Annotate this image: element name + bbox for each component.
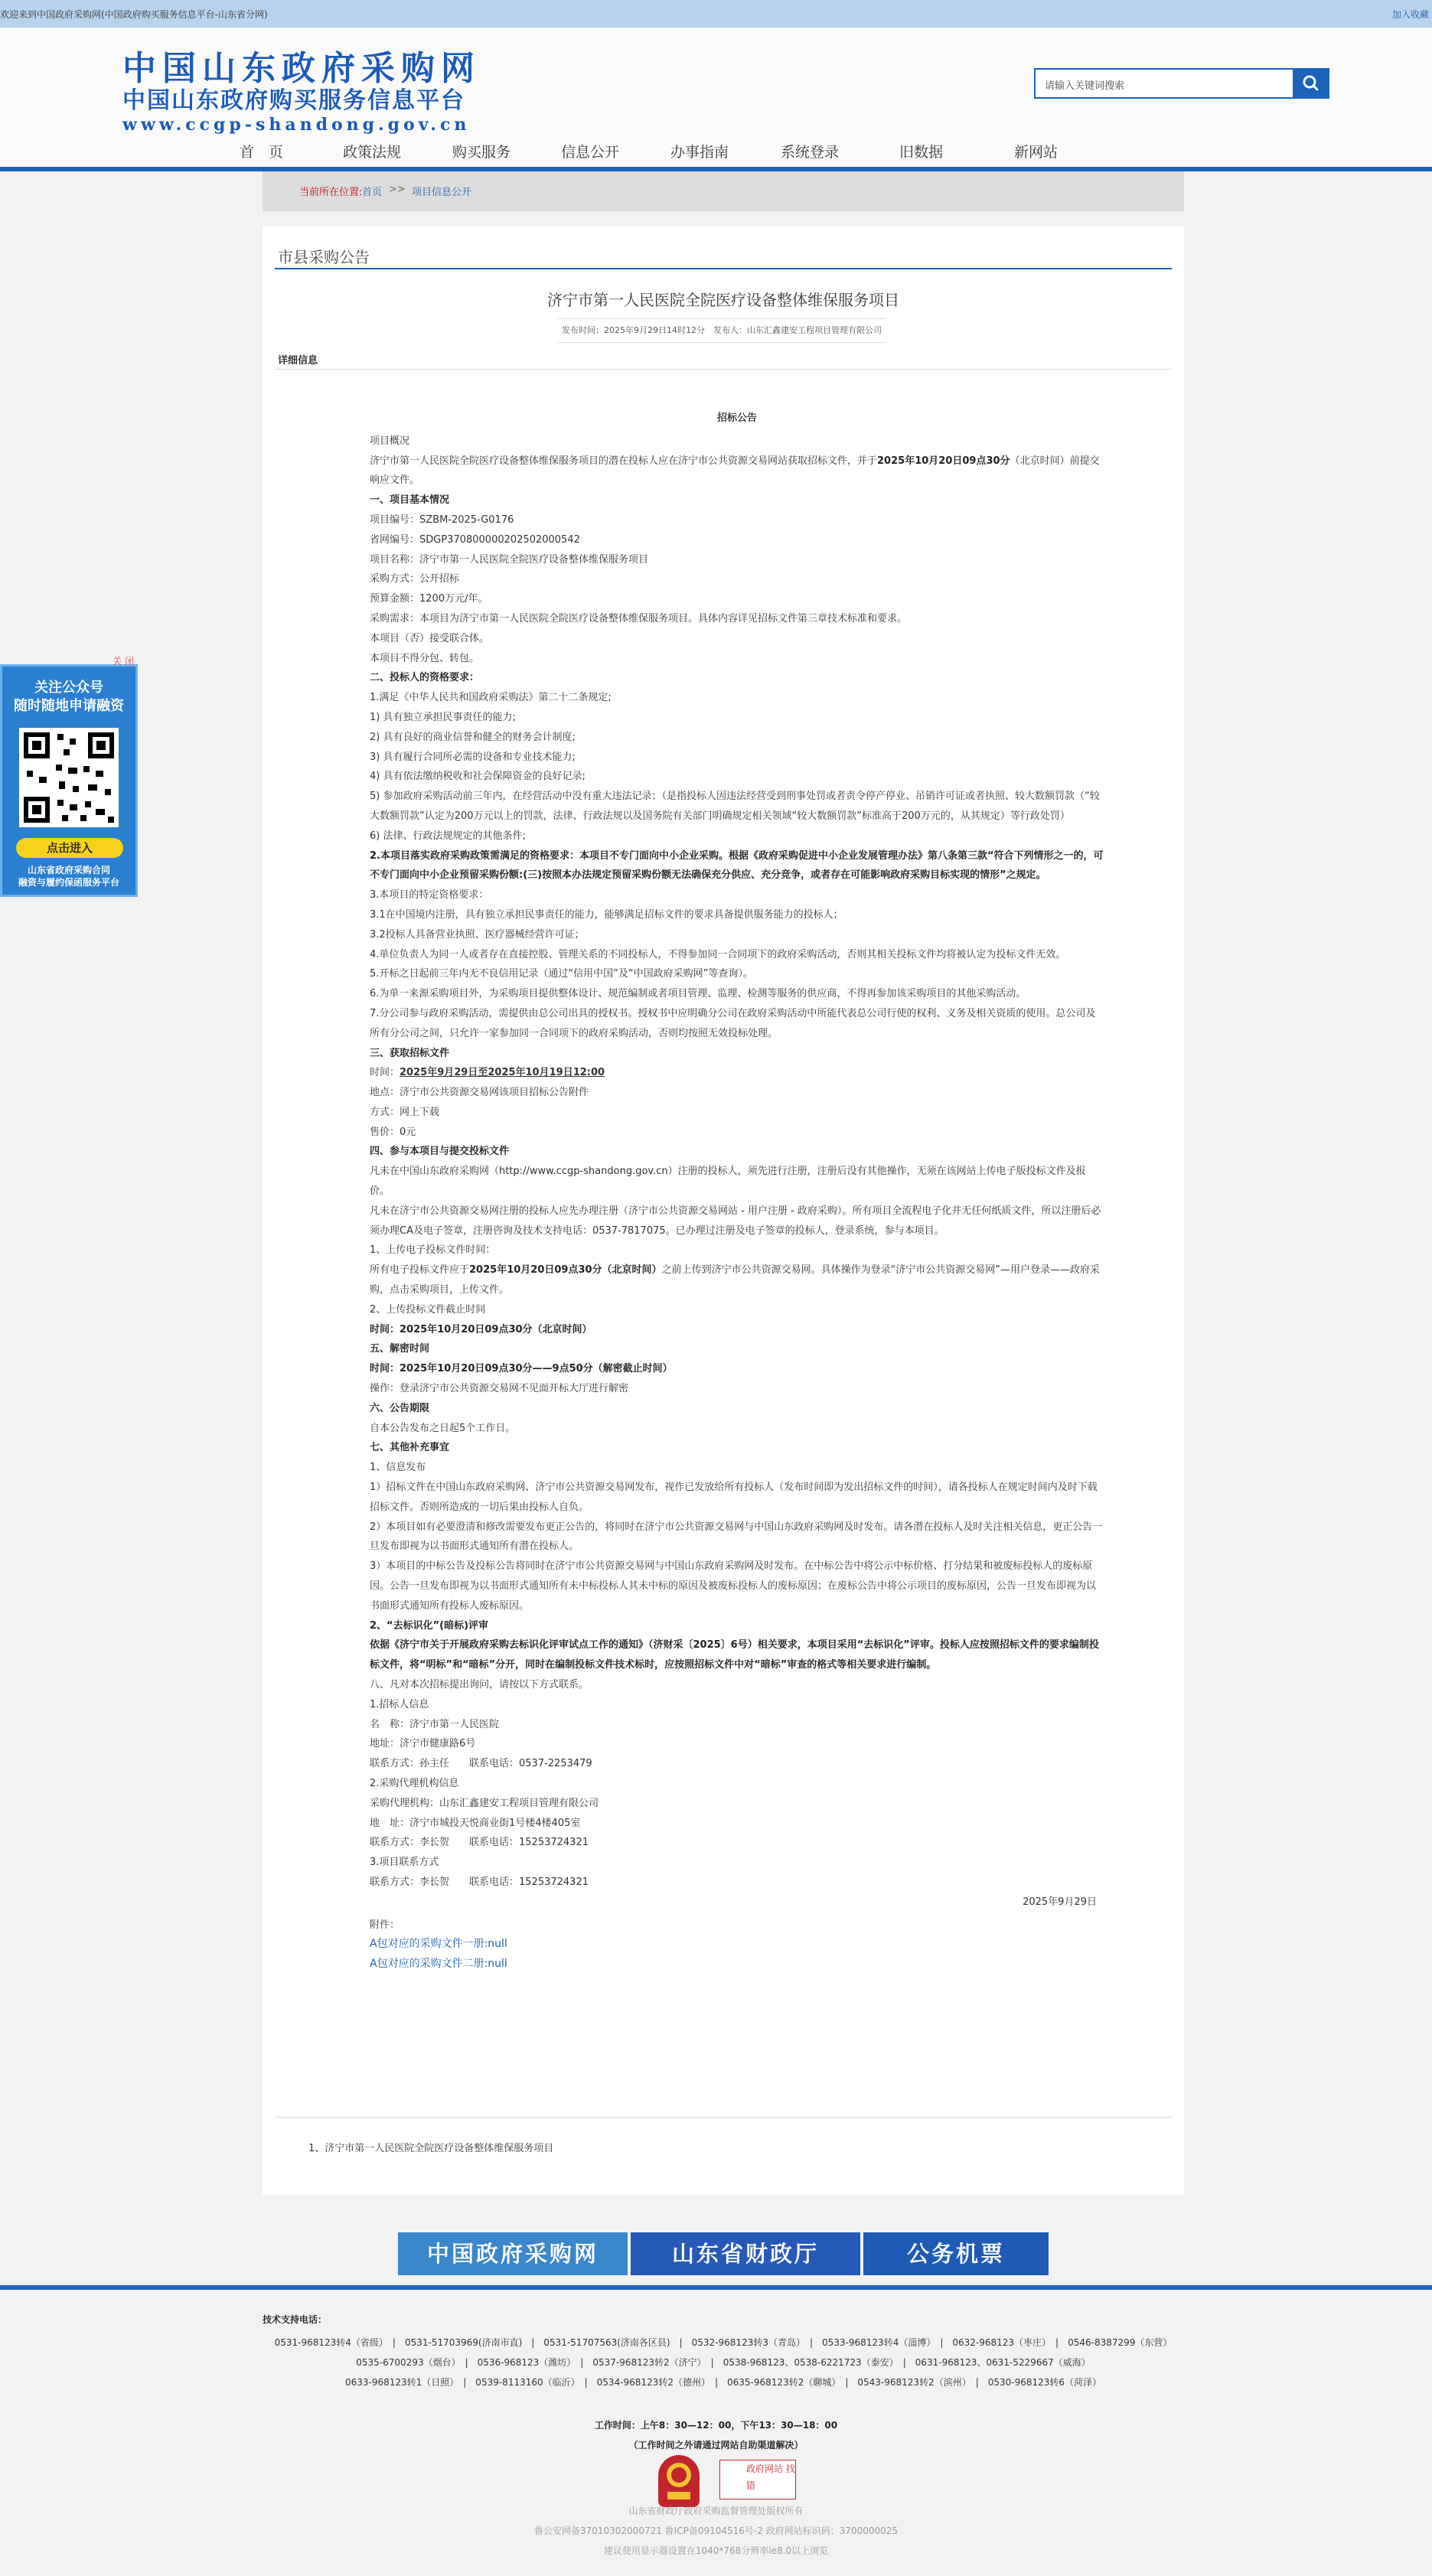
search-button[interactable] (1293, 68, 1329, 99)
close-ad-button[interactable]: 关 闭 (113, 656, 134, 667)
specific-requirement: 4.单位负责人为同一人或者存在直接控股、管理关系的不同投标人，不得参加同一合同项下的政府采购活动，否则其相关投标文件均将被认定为投标文件无效。 (370, 948, 1066, 960)
document-time: 时间：2025年9月29日至2025年10月19日12:00 (370, 1067, 605, 1079)
related-project-link[interactable]: 1、济宁市第一人民医院全院医疗设备整体维保服务项目 (308, 2143, 554, 2154)
contact-line: 联系方式：李长贺 联系电话：15253724321 (370, 1837, 589, 1849)
specific-requirement: 5.开标之日起前三年内无不良信用记录（通过“信用中国”及“中国政府采购网”等查询）。 (370, 968, 753, 980)
qualification-item: 1.满足《中华人民共和国政府采购法》第二十二条规定; (370, 692, 612, 704)
attachments-label: 附件： (370, 1919, 400, 1931)
logo-title: 中国山东政府采购网 (122, 49, 481, 88)
registration-note: 凡未在中国山东政府采购网（http://www.ccgp-shandong.gov.cn）注册的投标人，须先进行注册，注册后没有其他操作，无须在该网站上传电子版投标文件及报价。 (370, 1166, 1086, 1198)
nav-info-disclosure[interactable]: 信息公开 (561, 144, 620, 161)
section-1-title: 一、项目基本情况 (370, 494, 450, 507)
qualification-item: 6) 法律、行政法规规定的其他条件; (370, 830, 526, 842)
browser-note: 建议使用显示器设置在1040*768分辨率ie8.0以上浏览 (603, 2545, 829, 2556)
site-footer (0, 2285, 1432, 2576)
info-release-item: 2）本项目如有必要澄清和修改需要发布更正公告的，将同时在济宁市公共资源交易网与中国山东政府采购网及时发布。请各潜在投标人及时关注相关信息，更正公告一旦发布即视为以书面形式通知所有潜在投标人。 (370, 1521, 1103, 1553)
floating-ad[interactable] (0, 656, 138, 897)
breadcrumb-label: 当前所在位置: (299, 187, 363, 198)
upload-label: 1、上传电子投标文件时间： (370, 1244, 496, 1257)
notice-meta: 发布时间：2025年9月29日14时12分 发布人：山东汇鑫建安工程项目管理有限公司 (557, 318, 886, 343)
nav-policy[interactable]: 政策法规 (343, 144, 402, 161)
breadcrumb-home[interactable]: 首页 (362, 187, 383, 198)
detail-divider (275, 369, 1172, 370)
nav-old-data[interactable]: 旧数据 (899, 144, 944, 161)
project-number: 项目编号：SZBM-2025-G0176 (370, 514, 514, 526)
qualification-item: 3) 具有履行合同所必需的设备和专业技术能力; (370, 751, 576, 763)
section-6-title: 六、公告期限 (370, 1402, 430, 1414)
tech-support-label: 技术支持电话： (263, 2314, 328, 2325)
main-nav (0, 135, 1432, 167)
notice-body (370, 409, 1104, 1974)
qualification-item: 1) 具有独立承担民事责任的能力; (370, 711, 516, 723)
contact-line: 地 址：济宁市城投天悦商业街1号楼4楼405室 (370, 1817, 581, 1829)
ad-title: 关注公众号 随时随地申请融资 (14, 680, 124, 714)
project-name: 项目名称：济宁市第一人民医院全院医疗设备整体维保服务项目 (370, 553, 649, 566)
qualification-item: 2) 具有良好的商业信誉和健全的财务会计制度; (370, 731, 576, 743)
deadline-label: 2、上传投标文件截止时间 (370, 1303, 486, 1316)
contact-line: 2.采购代理机构信息 (370, 1777, 459, 1789)
registration-note: 凡未在济宁市公共资源交易网注册的投标人应先办理注册（济宁市公共资源交易网站 - 用户注册 - 政府采购）。所有项目全流程电子化并无任何纸质文件，所以注册后必须办理CA及电子签章，注册咨询及技术支持电话：0537-7817075。已办理过注册及电子签章的投标人，登录系统，参与本项目。 (370, 1205, 1101, 1237)
banner-finance-dept[interactable]: 山东省财政厅 (631, 2232, 860, 2275)
contact-line: 联系方式：李长贺 联系电话：15253724321 (370, 1876, 589, 1888)
specific-requirement: 3.本项目的特定资格要求： (370, 889, 489, 902)
gov-site-error-report[interactable]: 政府网站 找错 (719, 2460, 796, 2499)
decrypt-operation: 操作：登录济宁市公共资源交易网不见面开标大厅进行解密 (370, 1383, 629, 1395)
support-phones (263, 2333, 1184, 2392)
phone-row: 0633-968123转1（日照） | 0539-8113160（临沂） | 0534-968123转2（德州） | 0635-968123转2（聊城） | 0543-968123转2（滨州） | 0530-968123转6（菏泽） (344, 2377, 1102, 2388)
section-2-title: 二、投标人的资格要求： (370, 672, 480, 684)
procurement-method: 采购方式：公开招标 (370, 573, 460, 585)
requirement: 采购需求：本项目为济宁市第一人民医院全院医疗设备整体维保服务项目。具体内容详见招标文件第三章技术标准和要求。 (370, 612, 908, 624)
deidentified-review-title: 2、“去标识化”(暗标)评审 (370, 1619, 489, 1632)
contact-line: 地址：济宁市健康路6号 (370, 1738, 476, 1750)
nav-new-site[interactable]: 新网站 (1014, 144, 1059, 161)
breadcrumb-separator: >> (389, 184, 406, 195)
qr-code-icon (19, 728, 119, 827)
content-panel (263, 227, 1184, 2195)
attachment-link-1[interactable]: A包对应的采购文件一册:null (370, 1938, 507, 1951)
document-price: 售价：0元 (370, 1126, 416, 1138)
breadcrumb (263, 171, 1184, 211)
phone-row: 0531-968123转4（省级） | 0531-51703969(济南市直) | 0531-51707563(济南各区县) | 0532-968123转3（青岛） | 0533-968123转4（淄博） | 0632-968123（枣庄） | 0546-8387299（东营） (274, 2337, 1173, 2348)
copyright-text: 山东省财政厅政府采购监督管理处版权所有 (628, 2506, 804, 2516)
info-release-item: 1）招标文件在中国山东政府采购网、济宁市公共资源交易网发布，视作已发放给所有投标人（发布时间即为发出招标文件的时间），请各投标人在规定时间内及时下载招标文件。否则所造成的一切后果由投标人自负。 (370, 1482, 1098, 1513)
banner-ccgp[interactable]: 中国政府采购网 (398, 2232, 628, 2275)
qualification-item: 5) 参加政府采购活动前三年内，在经营活动中没有重大违法记录；（是指投标人因违法经营受到刑事处罚或者责令停产停业、吊销许可证或者执照、较大数额罚款（“较大数额罚款”认定为200万元以上的罚款，法律、行政法规以及国务院有关部门明确规定相关领域“较大数额罚款”标准高于200万元的，从其规定）等行政处罚） (370, 791, 1100, 822)
section-underline (275, 268, 1172, 269)
working-hours: 工作时间：上午8：30—12：00，下午13：30—18：00 （工作时间之外请通过网站自助渠道解决） (594, 2420, 838, 2450)
contact-line: 3.项目联系方式 (370, 1857, 439, 1869)
contact-line: 1.招标人信息 (370, 1698, 429, 1710)
announcement-heading: 招标公告 (716, 412, 757, 424)
top-bar (0, 0, 1432, 28)
nav-purchase-service[interactable]: 购买服务 (452, 144, 511, 161)
info-release-item: 3）本项目的中标公告及投标公告将同时在济宁市公共资源交易网与中国山东政府采购网及时发布。在中标公告中将公示中标价格、打分结果和被废标投标人的废标原因。公告一旦发布即视为以书面形式通知所有未中标投标人其未中标的原因及被废标投标人的废标原因；在废标公告中将公示项目的废标原因，公告一旦发布即视为以书面形式通知所有投标人废标原因。 (370, 1560, 1097, 1612)
nav-home[interactable]: 首 页 (240, 144, 284, 161)
ad-subtitle: 山东省政府采购合同 融资与履约保函服务平台 (18, 865, 119, 888)
notice-title: 济宁市第一人民医院全院医疗设备整体维保服务项目 (547, 291, 899, 309)
section-5-title: 五、解密时间 (370, 1343, 430, 1355)
consortium-note: 本项目（否）接受联合体。 (370, 632, 490, 644)
contact-line: 联系方式：孙主任 联系电话：0537-2253479 (370, 1758, 592, 1770)
site-logo[interactable] (122, 51, 520, 146)
upload-text: 所有电子投标文件应于2025年10月20日09点30分（北京时间）之前上传到济宁市公共资源交易网。具体操作为登录“济宁市公共资源交易网”—用户登录——政府采购，点击采购项目，上传文件。 (370, 1264, 1101, 1296)
specific-requirement: 3.2投标人具备营业执照、医疗器械经营许可证； (370, 928, 585, 941)
section-4-title: 四、参与本项目与提交投标文件 (370, 1146, 510, 1158)
decrypt-time: 时间：2025年10月20日09点30分——9点50分（解密截止时间） (370, 1363, 673, 1375)
section-title: 市县采购公告 (278, 248, 370, 266)
qualification-item: 4) 具有依法缴纳税收和社会保障资金的良好记录; (370, 771, 586, 783)
icp-text[interactable]: 鲁公安网备37010302000721 鲁ICP备09104516号-2 政府网站标识码：3700000025 (533, 2525, 899, 2536)
nav-guide[interactable]: 办事指南 (670, 144, 729, 161)
deadline-time: 时间：2025年10月20日09点30分（北京时间） (370, 1323, 592, 1335)
overview-label: 项目概况 (370, 435, 410, 447)
related-divider (275, 2117, 1172, 2118)
detail-label: 详细信息 (278, 355, 318, 367)
notice-period: 自本公告发布之日起5个工作日。 (370, 1422, 516, 1434)
breadcrumb-current[interactable]: 项目信息公开 (412, 187, 472, 198)
logo-url: www.ccgp-shandong.gov.cn (122, 115, 471, 135)
specific-requirement: 7.分公司参与政府采购活动，需提供由总公司出具的授权书。授权书中应明确分公司在政府采购活动中所能代表总公司行使的权利、义务及相关资质的使用。总公司及所有分公司之间，只允许一家参加同一合同项下的政府采购活动，否则均按照无效投标处理。 (370, 1007, 1096, 1039)
overview-text: 济宁市第一人民医院全院医疗设备整体维保服务项目的潜在投标人应在济宁市公共资源交易网站获取招标文件，并于2025年10月20日09点30分（北京时间）前提交响应文件。 (370, 455, 1100, 487)
nav-login[interactable]: 系统登录 (781, 144, 840, 161)
footer-divider (0, 2285, 1432, 2290)
budget: 预算金额：1200万元/年。 (370, 593, 488, 605)
site-header (0, 28, 1432, 167)
document-location: 地点：济宁市公共资源交易网该项目招标公告附件 (370, 1087, 589, 1099)
party-gov-emblem-icon[interactable] (658, 2455, 700, 2507)
enter-button[interactable]: 点击进入 (16, 838, 123, 858)
section-7-title: 七、其他补充事宜 (370, 1442, 450, 1454)
specific-requirement: 6.为单一来源采购项目外，为采购项目提供整体设计、规范编制或者项目管理、监理、检测等服务的供应商，不得再参加该采购项目的其他采购活动。 (370, 988, 1026, 1000)
document-method: 方式：网上下载 (370, 1106, 440, 1118)
attachment-link-2[interactable]: A包对应的采购文件二册:null (370, 1958, 507, 1971)
banner-links (398, 2232, 1049, 2275)
add-favorite-link[interactable]: 加入收藏 (1391, 9, 1429, 20)
notice-date: 2025年9月29日 (1023, 1896, 1097, 1908)
deidentified-review-text: 依据《济宁市关于开展政府采购去标识化评审试点工作的通知》（济财采〔2025〕6号）相关要求，本项目采用“去标识化”评审。投标人应按照招标文件的要求编制投标文件，将“明标”和“暗标”分开，同时在编制投标文件技术标时，应按照招标文件中对“暗标”审查的格式等相关要求进行编制。 (370, 1639, 1099, 1671)
specific-requirement: 3.1在中国境内注册，具有独立承担民事责任的能力，能够满足招标文件的要求具备提供服务能力的投标人； (370, 908, 843, 921)
logo-subtitle: 中国山东政府购买服务信息平台 (122, 87, 465, 114)
contact-line: 采购代理机构：山东汇鑫建安工程项目管理有限公司 (370, 1797, 599, 1809)
search-input[interactable] (1034, 68, 1329, 99)
copyright-block (0, 2501, 1432, 2561)
section-3-title: 三、获取招标文件 (370, 1047, 450, 1059)
policy-requirement: 2.本项目落实政府采购政策需满足的资格要求：本项目不专门面向中小企业采购。根据《政府采购促进中小企业发展管理办法》第八条第三款“符合下列情形之一的，可不专门面向中小企业预留采购份额:(三)按照本办法规定预留采购份额无法确保充分供应、充分竞争，或者存在可能影响政府采购目标实现的情形”之规定。 (370, 849, 1104, 882)
banner-official-tickets[interactable]: 公务机票 (863, 2232, 1049, 2275)
search-icon (1293, 68, 1329, 99)
section-8-title: 八、凡对本次招标提出询问，请按以下方式联系。 (370, 1679, 589, 1691)
info-release: 1、信息发布 (370, 1462, 426, 1474)
search-placeholder: 请输入关键词搜索 (1045, 80, 1125, 92)
contact-line: 名 称：济宁市第一人民医院 (370, 1718, 500, 1730)
province-number: 省网编号：SDGP370800000202502000542 (370, 533, 580, 546)
phone-row: 0535-6700293（烟台） | 0536-968123（潍坊） | 0537-968123转2（济宁） | 0538-968123、0538-6221723（泰安） | 0631-968123、0631-5229667（威海） (356, 2357, 1091, 2368)
welcome-text: 欢迎来到中国政府采购网(中国政府购买服务信息平台-山东省分网) (0, 9, 268, 20)
subcontract-note: 本项目不得分包、转包。 (370, 652, 480, 664)
